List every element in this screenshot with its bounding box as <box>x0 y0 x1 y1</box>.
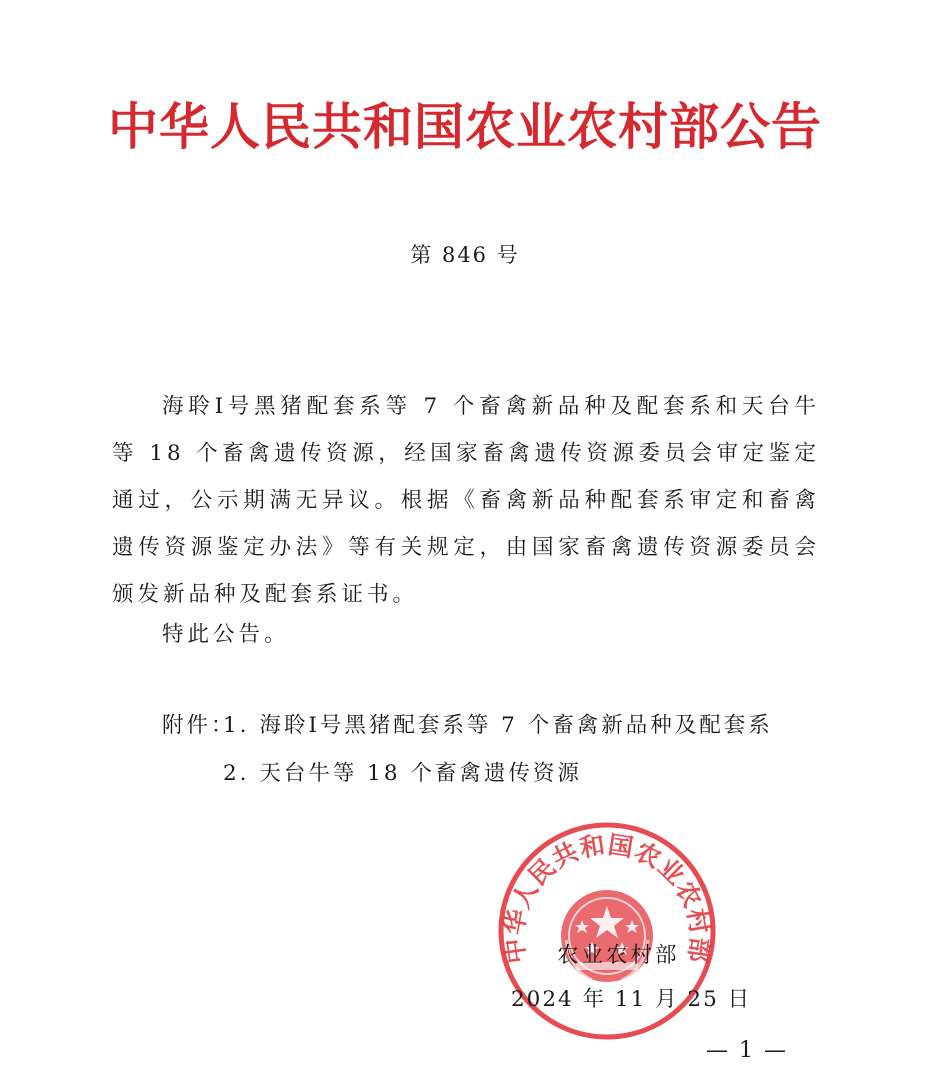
closing-line: 特此公告。 <box>162 622 290 647</box>
issue-date: 2024 年 11 月 25 日 <box>511 987 752 1012</box>
body-paragraph: 海聆Ⅰ号黑猪配套系等 7 个畜禽新品种及配套系和天台牛等 18 个畜禽遗传资源，经国家畜禽遗传资源委员会审定鉴定通过，公示期满无异议。根据《畜禽新品种配套系审定和畜禽遗传资源鉴定办法》等有关规定，由国家畜禽遗传资源委员会颁发新品种及配套系证书。 <box>112 394 820 607</box>
page-number: — 1 — <box>706 1038 788 1063</box>
page-title: 中华人民共和国农业农村部公告 <box>108 97 822 156</box>
attachment-item: 2. 天台牛等 18 个畜禽遗传资源 <box>223 761 582 786</box>
issuer-name: 农业农村部 <box>557 943 680 968</box>
attachment-label: 附件： <box>162 713 236 738</box>
document-number: 第 846 号 <box>410 243 520 267</box>
attachment-item: 1. 海聆Ⅰ号黑猪配套系等 7 个畜禽新品种及配套系 <box>223 713 773 738</box>
body-text <box>112 383 820 618</box>
seal-text: 中华人民共和国农业农村部 <box>499 830 715 966</box>
